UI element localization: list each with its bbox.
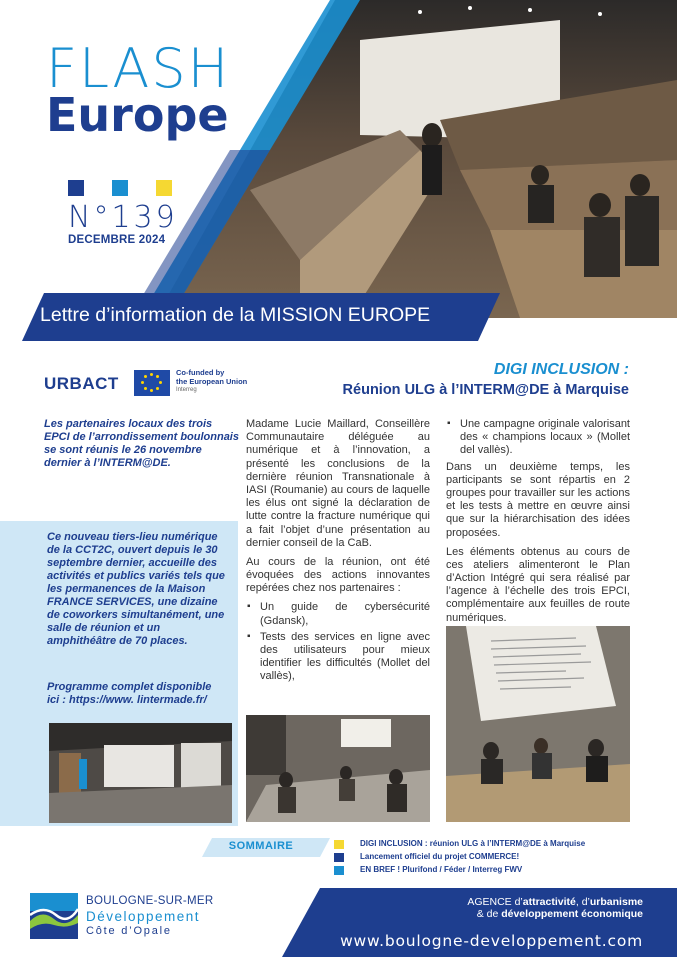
photo-workshop-drawing bbox=[446, 626, 630, 822]
org-cote-opale: Côte d’Opale bbox=[86, 925, 172, 937]
issue-date: DECEMBRE 2024 bbox=[68, 234, 166, 246]
actions-list-continued bbox=[446, 418, 630, 458]
photo-intermade-drawing bbox=[49, 723, 232, 823]
list-item: ▪ Une campagne originale valorisant des « champions locaux » (Mollet del vallès). bbox=[446, 418, 630, 458]
eu-flag-icon bbox=[134, 370, 170, 396]
org-name: BOULOGNE-SUR-MER bbox=[86, 895, 214, 907]
boulogne-logo-icon bbox=[30, 893, 78, 939]
summary-bullet bbox=[334, 853, 344, 862]
summary-bullet bbox=[334, 840, 344, 849]
eu-cofunded-label bbox=[176, 368, 247, 394]
square-yellow bbox=[156, 180, 172, 196]
eu-line2: the European Union bbox=[176, 377, 248, 387]
summary-item-label: EN BREF ! Plurifond / Féder / Interreg FWV bbox=[360, 865, 523, 874]
paragraph: Madame Lucie Maillard, Conseillère Communautaire déléguée au numérique et à l’innovation, a présenté les conclusions de la dernière réunion Transnationale à IASI (Roumanie) au cours de laquelle les élus ont signé la déclaration de lutte contre la fracture numérique qui a fait l’objet d’une présentation au dernier conseil de la CaB. bbox=[246, 418, 430, 549]
eu-sub: Interreg bbox=[176, 386, 197, 393]
square-navy bbox=[68, 180, 84, 196]
boulogne-logo-drawing bbox=[30, 893, 78, 939]
summary-label: SOMMAIRE bbox=[228, 840, 294, 852]
summary-item[interactable] bbox=[334, 851, 664, 864]
urbact-logo: URBACT bbox=[44, 374, 119, 393]
article-title: DIGI INCLUSION : bbox=[493, 361, 629, 378]
paragraph: Dans un deuxième temps, les participants se sont répartis en 2 groupes pour travailler sur les actions et les tests à mettre en œuvre ainsi que sur la hiérarchisation des idées proposées. bbox=[446, 460, 630, 539]
agency-text: AGENCE d’ bbox=[467, 896, 523, 908]
article-column-1 bbox=[246, 418, 430, 687]
agency-text-bold: urbanisme bbox=[589, 896, 643, 908]
masthead bbox=[0, 0, 677, 345]
summary-item-label: DIGI INCLUSION : réunion ULG à l’INTERM@DE à Marquise bbox=[360, 839, 586, 848]
agency-line-1 bbox=[403, 896, 643, 908]
photo-intermade-interior bbox=[49, 723, 232, 823]
banner-text: Lettre d’information de la MISSION EUROPE bbox=[40, 304, 431, 326]
photo-workshop bbox=[446, 626, 630, 822]
issue-number: N°139 bbox=[68, 200, 178, 235]
intro-text: Les partenaires locaux des trois EPCI de l’arrondissement boulonnais se sont réunis le 26 novembre dernier à l’INTERM@DE. bbox=[44, 418, 239, 469]
paragraph: Au cours de la réunion, ont été évoquées des actions innovantes repérées chez nos partenaires : bbox=[246, 555, 430, 595]
partner-logos bbox=[44, 368, 264, 398]
color-squares bbox=[68, 180, 172, 196]
eu-line1: Co-funded by bbox=[176, 368, 225, 377]
agency-text-bold: développement économique bbox=[501, 908, 643, 921]
programme-link[interactable]: Programme complet disponible ici : https://www. lintermade.fr/ bbox=[47, 681, 212, 706]
article-subtitle: Réunion ULG à l’INTERM@DE à Marquise bbox=[342, 382, 629, 398]
square-blue bbox=[112, 180, 128, 196]
summary-bullet bbox=[334, 866, 344, 875]
agency-tagline bbox=[403, 896, 643, 921]
agency-text: & de bbox=[476, 908, 502, 921]
flash-title: FLASH bbox=[46, 37, 231, 100]
agency-text: , d’ bbox=[575, 896, 590, 908]
org-developpement: Développement bbox=[86, 909, 201, 924]
europe-title: Europe bbox=[46, 88, 229, 142]
summary-item-label: Lancement officiel du projet COMMERCE! bbox=[360, 852, 520, 861]
website-link[interactable]: www.boulogne-developpement.com bbox=[340, 932, 643, 950]
agency-line-2 bbox=[403, 908, 643, 920]
summary-item[interactable] bbox=[334, 864, 664, 877]
list-item: ▪ Tests des services en ligne avec des utilisateurs pour mieux identifier les difficultés (Mollet del vallès), bbox=[246, 631, 430, 684]
agency-text-bold: attractivité bbox=[522, 896, 576, 908]
tiers-lieu-text: Ce nouveau tiers-lieu numérique de la CCT2C, ouvert depuis le 30 septembre dernier, accueille des activités et publics variés tels que les permanences de la Maison FRANCE SERVICES, une dizaine de coworkers simultanément, une salle de réunion et un amphithéâtre de 70 places. bbox=[47, 531, 225, 647]
list-item: ▪ Un guide de cybersécurité (Gdansk), bbox=[246, 601, 430, 627]
summary-item[interactable] bbox=[334, 838, 664, 851]
photo-meeting-room bbox=[246, 715, 430, 822]
article-column-2 bbox=[446, 418, 630, 631]
summary-list bbox=[334, 838, 664, 877]
actions-list bbox=[246, 601, 430, 683]
paragraph: Les éléments obtenus au cours de ces ateliers alimenteront le Plan d’Action Intégré qui sera réalisé par l’agence à l’échelle des trois EPCI, complémentaire aux feuilles de route numériques. bbox=[446, 545, 630, 624]
photo-meeting-drawing bbox=[246, 715, 430, 822]
